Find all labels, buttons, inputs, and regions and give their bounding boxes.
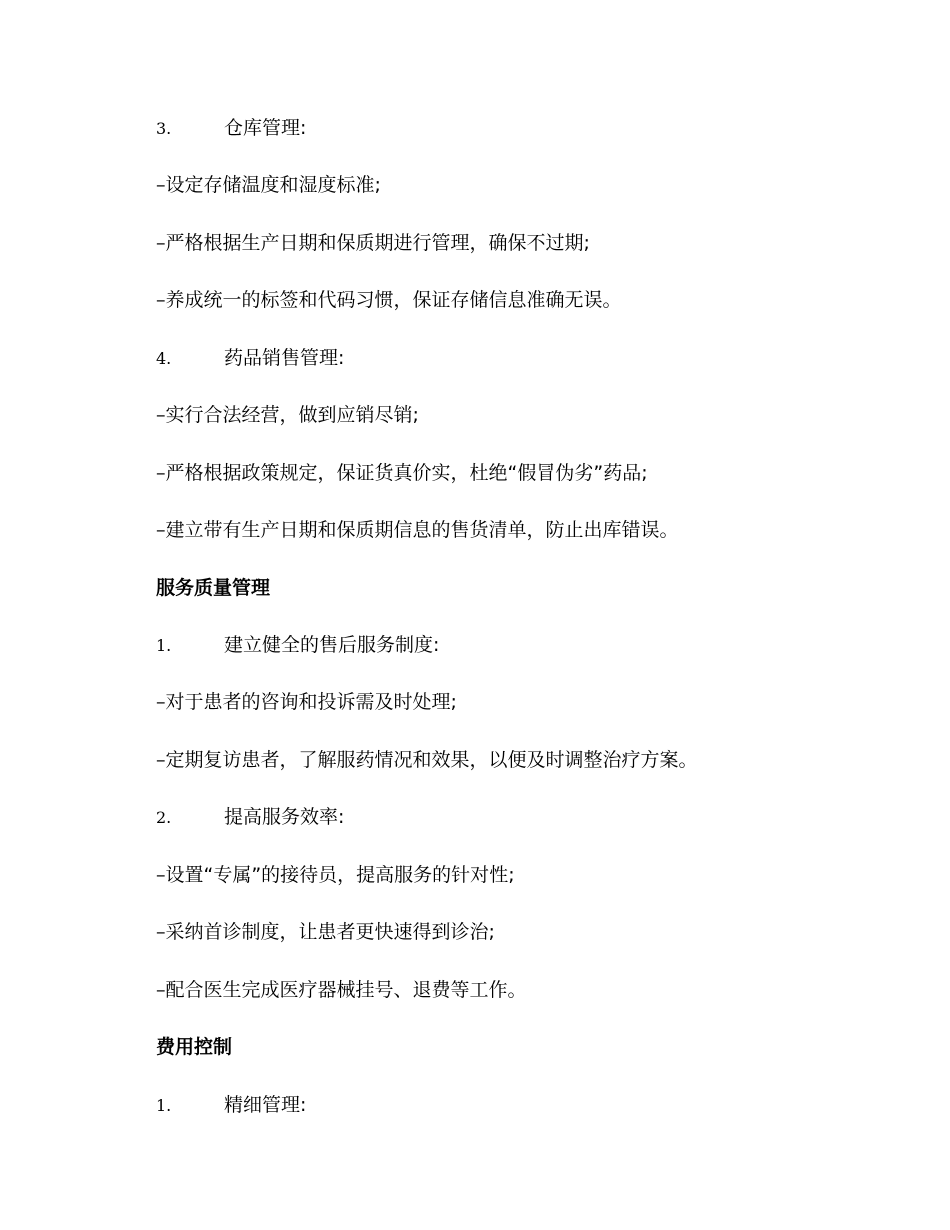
item-text: 药品销售管理: (224, 347, 345, 369)
bullet-item (156, 976, 527, 1004)
bullet-item (156, 516, 679, 544)
bullet-dash: – (156, 691, 166, 713)
bullet-text: 采纳首诊制度，让患者更快速得到诊治; (165, 921, 495, 943)
bullet-dash: – (156, 174, 166, 196)
item-text: 精细管理: (224, 1094, 307, 1116)
section-heading: 服务质量管理 (156, 577, 271, 599)
numbered-item (156, 803, 344, 832)
item-number: 1. (156, 636, 172, 655)
bullet-text: 配合医生完成医疗器械挂号、退费等工作。 (165, 979, 527, 1001)
bullet-dash: – (156, 289, 166, 311)
bullet-dash: – (156, 519, 166, 541)
section-heading: 费用控制 (156, 1036, 233, 1058)
bullet-text: 定期复访患者，了解服药情况和效果，以便及时调整治疗方案。 (165, 749, 698, 771)
bullet-item (156, 746, 698, 774)
item-text: 仓库管理: (224, 117, 307, 139)
item-number: 1. (156, 1096, 172, 1115)
bullet-item (156, 918, 495, 946)
bullet-item (156, 688, 457, 716)
numbered-item (156, 344, 344, 373)
bullet-dash: – (156, 921, 166, 943)
bullet-dash: – (156, 462, 166, 484)
numbered-item (156, 631, 439, 660)
bullet-item (156, 229, 590, 257)
item-text: 建立健全的售后服务制度: (224, 634, 440, 656)
bullet-dash: – (156, 979, 166, 1001)
bullet-dash: – (156, 864, 166, 886)
bullet-item (156, 861, 515, 889)
bullet-text: 设置“专属”的接待员，提高服务的针对性; (165, 864, 515, 886)
item-number: 4. (156, 349, 172, 368)
bullet-item (156, 459, 648, 487)
bullet-item (156, 401, 419, 429)
bullet-text: 设定存储温度和湿度标准; (165, 174, 381, 196)
bullet-dash: – (156, 404, 166, 426)
bullet-text: 严格根据政策规定，保证货真价实，杜绝“假冒伪劣”药品; (165, 462, 648, 484)
bullet-dash: – (156, 749, 166, 771)
numbered-item (156, 1091, 306, 1120)
bullet-text: 实行合法经营，做到应销尽销; (165, 404, 419, 426)
bullet-item (156, 171, 381, 199)
bullet-item (156, 286, 622, 314)
bullet-text: 建立带有生产日期和保质期信息的售货清单，防止出库错误。 (165, 519, 679, 541)
item-text: 提高服务效率: (224, 806, 345, 828)
bullet-text: 养成统一的标签和代码习惯，保证存储信息准确无误。 (165, 289, 622, 311)
bullet-text: 对于患者的咨询和投诉需及时处理; (165, 691, 457, 713)
item-number: 2. (156, 808, 172, 827)
bullet-text: 严格根据生产日期和保质期进行管理，确保不过期; (165, 232, 590, 254)
bullet-dash: – (156, 232, 166, 254)
numbered-item (156, 114, 306, 143)
item-number: 3. (156, 119, 172, 138)
